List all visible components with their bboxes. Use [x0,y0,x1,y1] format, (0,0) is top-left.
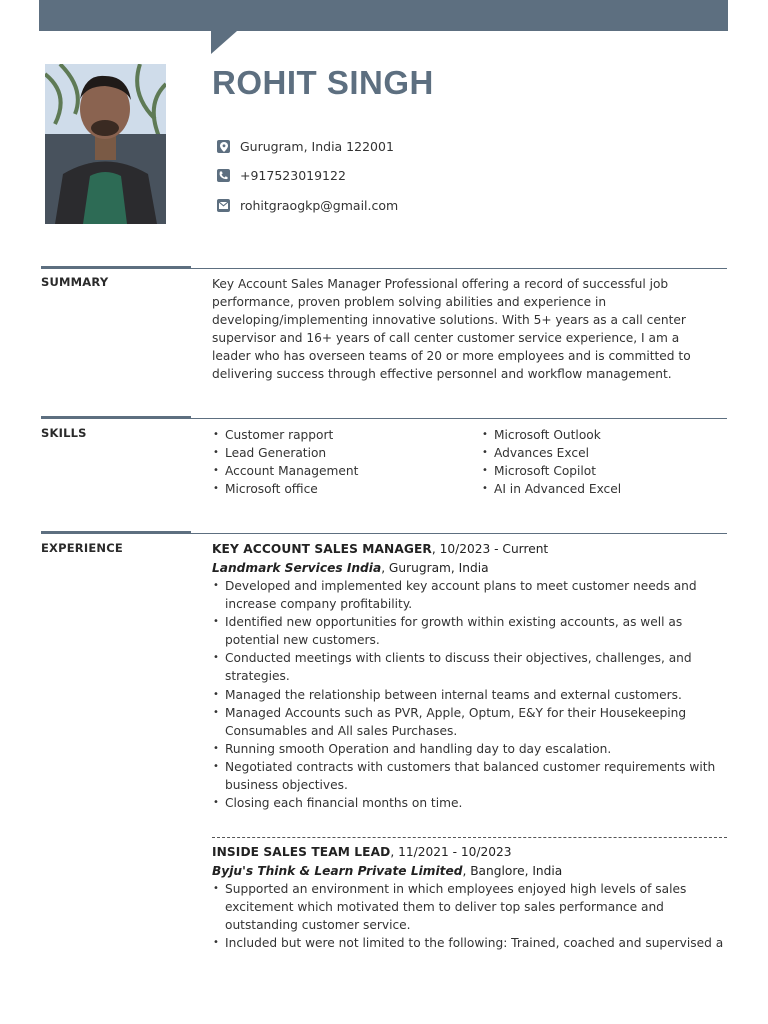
experience-heading: EXPERIENCE [41,541,123,555]
email-text[interactable]: rohitgraogkp@gmail.com [240,198,399,213]
job-company: Landmark Services India [212,560,382,575]
job-location: , Gurugram, India [381,560,489,575]
skill-item: • Account Management [212,462,472,480]
job-company-line [212,862,727,881]
skill-item: • Lead Generation [212,444,472,462]
job-bullet: • Conducted meetings with clients to discuss their objectives, challenges, and strategies. [212,649,717,685]
summary-divider [191,268,727,269]
profile-photo [45,64,166,224]
job-company-line [212,559,727,578]
experience-divider [191,533,727,534]
job-dates: , 11/2021 - 10/2023 [390,845,512,859]
job-bullet: • Identified new opportunities for growth within existing accounts, as well as potential new customers. [212,613,717,649]
skills-divider-thick [41,416,191,419]
contact-email [217,198,398,213]
location-pin-icon [217,140,230,153]
summary-text: Key Account Sales Manager Professional offering a record of successful job performance, proven problem solving abilities and experience in developing/implementing innovative solutions. With 5+ years as a call center supervisor and 16+ years of call center customer service experience, I am a leader who has overseen teams of 20 or more employees and is committed to delivering success through effective personnel and workflow management. [212,277,691,382]
job-bullet: • Running smooth Operation and handling day to day escalation. [212,740,717,758]
experience-divider-thick [41,531,191,534]
job-title-line [212,540,727,559]
summary-divider-thick [41,266,191,269]
phone-icon [217,169,230,182]
job-company: Byju's Think & Learn Private Limited [212,863,463,878]
skills-list-right [481,426,721,498]
phone-text[interactable]: +917523019122 [240,168,346,183]
skills-heading: SKILLS [41,426,87,440]
job-separator [212,837,727,838]
job-bullet: • Closing each financial months on time. [212,794,717,812]
header-bar [39,0,728,31]
job-bullet: • Included but were not limited to the following: Trained, coached and supervised a [212,934,717,952]
skill-item: • Microsoft office [212,480,472,498]
candidate-name: ROHIT SINGH [212,64,434,101]
job-dates: , 10/2023 - Current [431,542,549,556]
header-notch [211,31,237,54]
job-bullet: • Managed the relationship between internal teams and external customers. [212,686,717,704]
mail-icon [217,199,230,212]
skill-item: • Customer rapport [212,426,472,444]
job-bullet: • Supported an environment in which employees enjoyed high levels of sales excitement which motivated them to deliver top sales performance and outstanding customer service. [212,880,717,934]
skill-item: • AI in Advanced Excel [481,480,721,498]
skill-item: • Microsoft Copilot [481,462,721,480]
contact-address [217,139,394,154]
job-entry-2 [212,843,727,952]
skills-list-left [212,426,472,498]
job-location: , Banglore, India [462,863,563,878]
job-entry-1 [212,540,727,812]
summary-heading: SUMMARY [41,275,109,289]
address-text: Gurugram, India 122001 [240,139,394,154]
job-role: INSIDE SALES TEAM LEAD [212,845,391,859]
skill-item: • Microsoft Outlook [481,426,721,444]
job-bullet: • Developed and implemented key account plans to meet customer needs and increase company profitability. [212,577,717,613]
job-role: KEY ACCOUNT SALES MANAGER [212,542,432,556]
job-title-line [212,843,727,862]
skills-divider [191,418,727,419]
contact-phone [217,168,346,183]
job-bullet: • Negotiated contracts with customers that balanced customer requirements with business objectives. [212,758,717,794]
job-bullet: • Managed Accounts such as PVR, Apple, Optum, E&Y for their Housekeeping Consumables and All sales Purchases. [212,704,717,740]
skill-item: • Advances Excel [481,444,721,462]
